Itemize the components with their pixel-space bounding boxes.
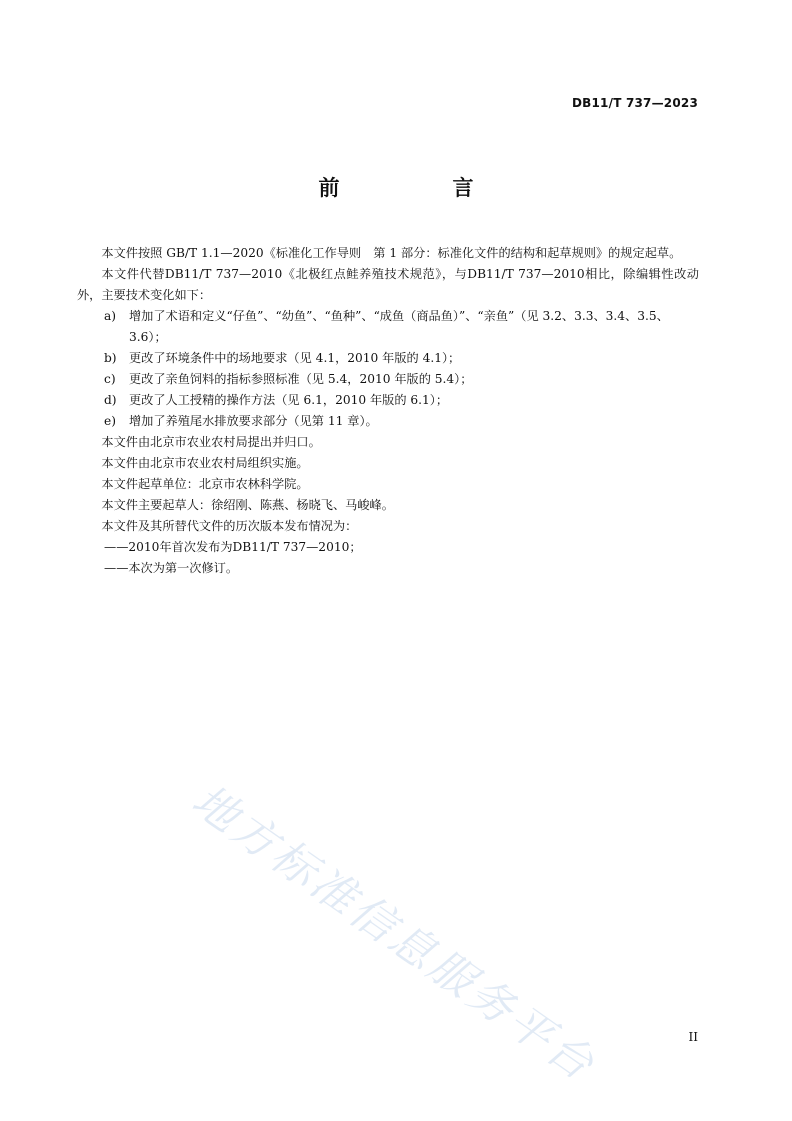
- page-number: II: [688, 1030, 698, 1044]
- paragraph-proposer: 本文件由北京市农业农村局提出并归口。: [101, 435, 321, 449]
- list-marker: a): [104, 309, 117, 323]
- paragraph-history-intro: 本文件及其所替代文件的历次版本发布情况为：: [101, 519, 358, 533]
- watermark: 地方标准信息服务平台: [182, 774, 606, 1092]
- page-title: 前 言: [318, 176, 520, 200]
- list-item-text: 更改了亲鱼饲料的指标参照标准（见 5.4，2010 年版的 5.4）；: [129, 372, 473, 386]
- paragraph-drafters: 本文件主要起草人：徐绍刚、陈燕、杨晓飞、马峻峰。: [101, 498, 394, 512]
- list-marker: e): [104, 414, 116, 428]
- list-item-text: 增加了养殖尾水排放要求部分（见第 11 章）。: [129, 414, 378, 428]
- list-item: [77, 348, 699, 369]
- paragraph-replacement: 本文件代替DB11/T 737—2010《北极红点鲑养殖技术规范》，与DB11/T 737—2010相比，除编辑性改动外，主要技术变化如下：: [77, 267, 699, 302]
- list-marker: c): [104, 372, 116, 386]
- list-item: [77, 390, 699, 411]
- list-item: [77, 411, 699, 432]
- list-item-text: 增加了术语和定义“仔鱼”、“幼鱼”、“鱼种”、“成鱼（商品鱼）”、“亲鱼”（见 3.2、3.3、3.4、3.5、3.6）；: [129, 309, 669, 344]
- list-item-text: 更改了环境条件中的场地要求（见 4.1，2010 年版的 4.1）；: [129, 351, 461, 365]
- list-item: [77, 369, 699, 390]
- list-item-text: 更改了人工授精的操作方法（见 6.1，2010 年版的 6.1）；: [129, 393, 449, 407]
- list-marker: b): [104, 351, 117, 365]
- paragraph-drafting-unit: 本文件起草单位：北京市农林科学院。: [101, 477, 309, 491]
- list-item: [77, 306, 699, 348]
- history-item: ——2010年首次发布为DB11/T 737—2010；: [104, 540, 362, 554]
- paragraph-drafting-rule: 本文件按照 GB/T 1.1—2020《标准化工作导则 第 1 部分：标准化文件的结构和起草规则》的规定起草。: [101, 246, 682, 260]
- paragraph-implementer: 本文件由北京市农业农村局组织实施。: [101, 456, 309, 470]
- list-marker: d): [104, 393, 117, 407]
- document-code: DB11/T 737—2023: [572, 96, 698, 110]
- history-item: ——本次为第一次修订。: [104, 561, 239, 575]
- document-body: [77, 243, 699, 579]
